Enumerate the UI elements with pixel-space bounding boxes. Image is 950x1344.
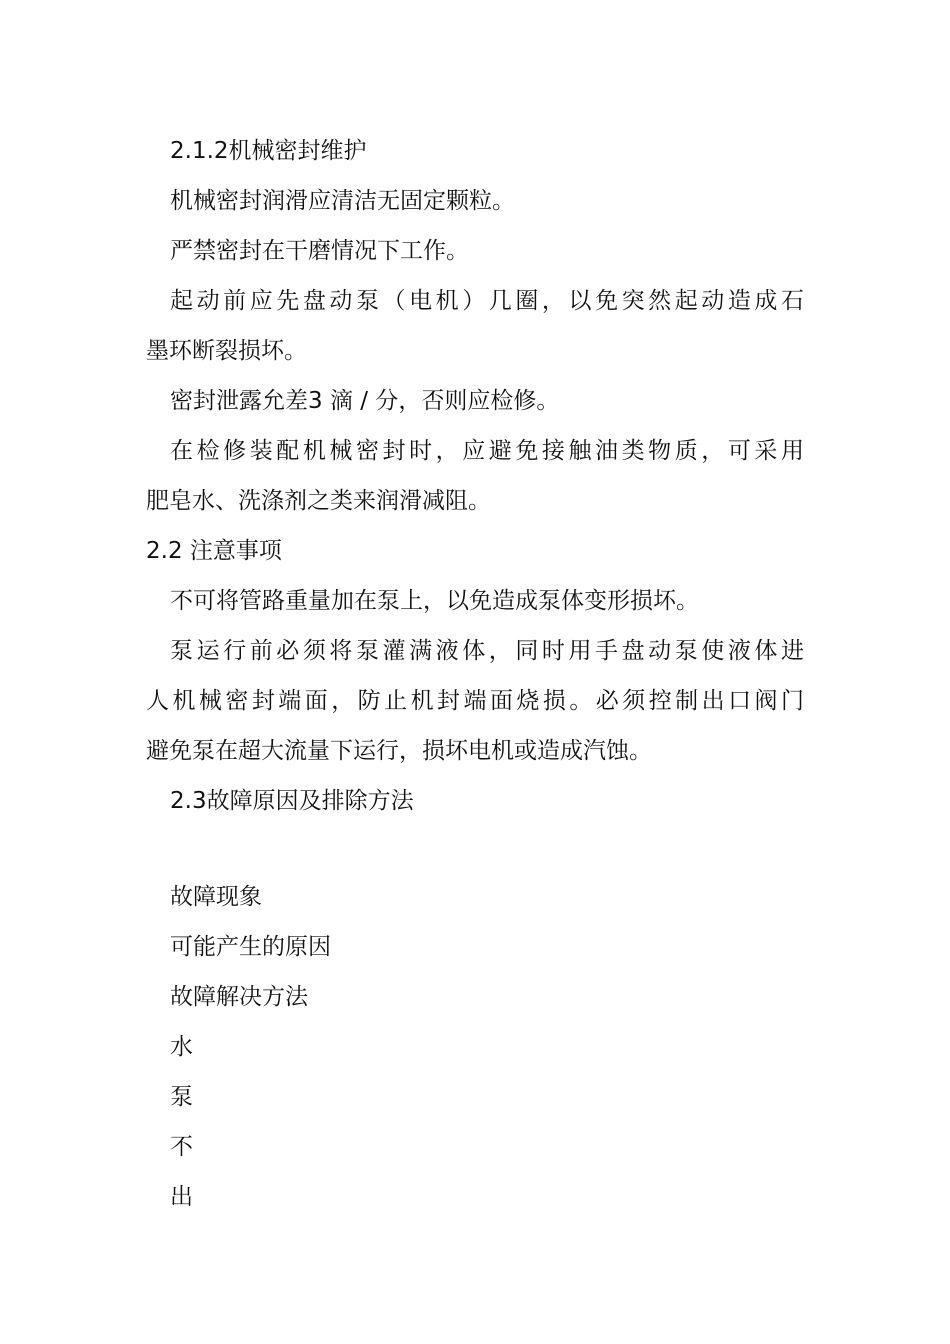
paragraph-line: 避免泵在超大流量下运行，损坏电机或造成汽蚀。 — [146, 738, 652, 764]
table-cell-char: 水 — [170, 1034, 193, 1060]
section-heading-2-3: 2.3故障原因及排除方法 — [170, 788, 414, 814]
paragraph-line: 起动前应先盘动泵（电机）几圈，以免突然起动造成石 — [170, 288, 804, 314]
paragraph-line: 人机械密封端面，防止机封端面烧损。必须控制出口阀门 — [146, 688, 804, 714]
paragraph: 密封泄露允差3 滴 / 分，否则应检修。 — [170, 388, 560, 414]
section-heading-2-1-2: 2.1.2机械密封维护 — [170, 138, 367, 164]
paragraph: 严禁密封在干磨情况下工作。 — [170, 238, 469, 264]
paragraph-line: 墨环断裂损坏。 — [146, 338, 307, 364]
table-header-cause: 可能产生的原因 — [170, 934, 331, 960]
table-cell-char: 出 — [170, 1184, 193, 1210]
table-header-solution: 故障解决方法 — [170, 984, 308, 1010]
section-heading-2-2: 2.2 注意事项 — [146, 538, 282, 564]
table-header-symptom: 故障现象 — [170, 884, 262, 910]
paragraph: 不可将管路重量加在泵上，以免造成泵体变形损坏。 — [170, 588, 699, 614]
table-cell-char: 泵 — [170, 1084, 193, 1110]
table-cell-char: 不 — [170, 1134, 193, 1160]
paragraph-line: 泵运行前必须将泵灌满液体，同时用手盘动泵使液体进 — [170, 638, 804, 664]
paragraph-line: 肥皂水、洗涤剂之类来润滑减阻。 — [146, 488, 491, 514]
paragraph-line: 在检修装配机械密封时，应避免接触油类物质，可采用 — [170, 438, 804, 464]
paragraph: 机械密封润滑应清洁无固定颗粒。 — [170, 188, 515, 214]
